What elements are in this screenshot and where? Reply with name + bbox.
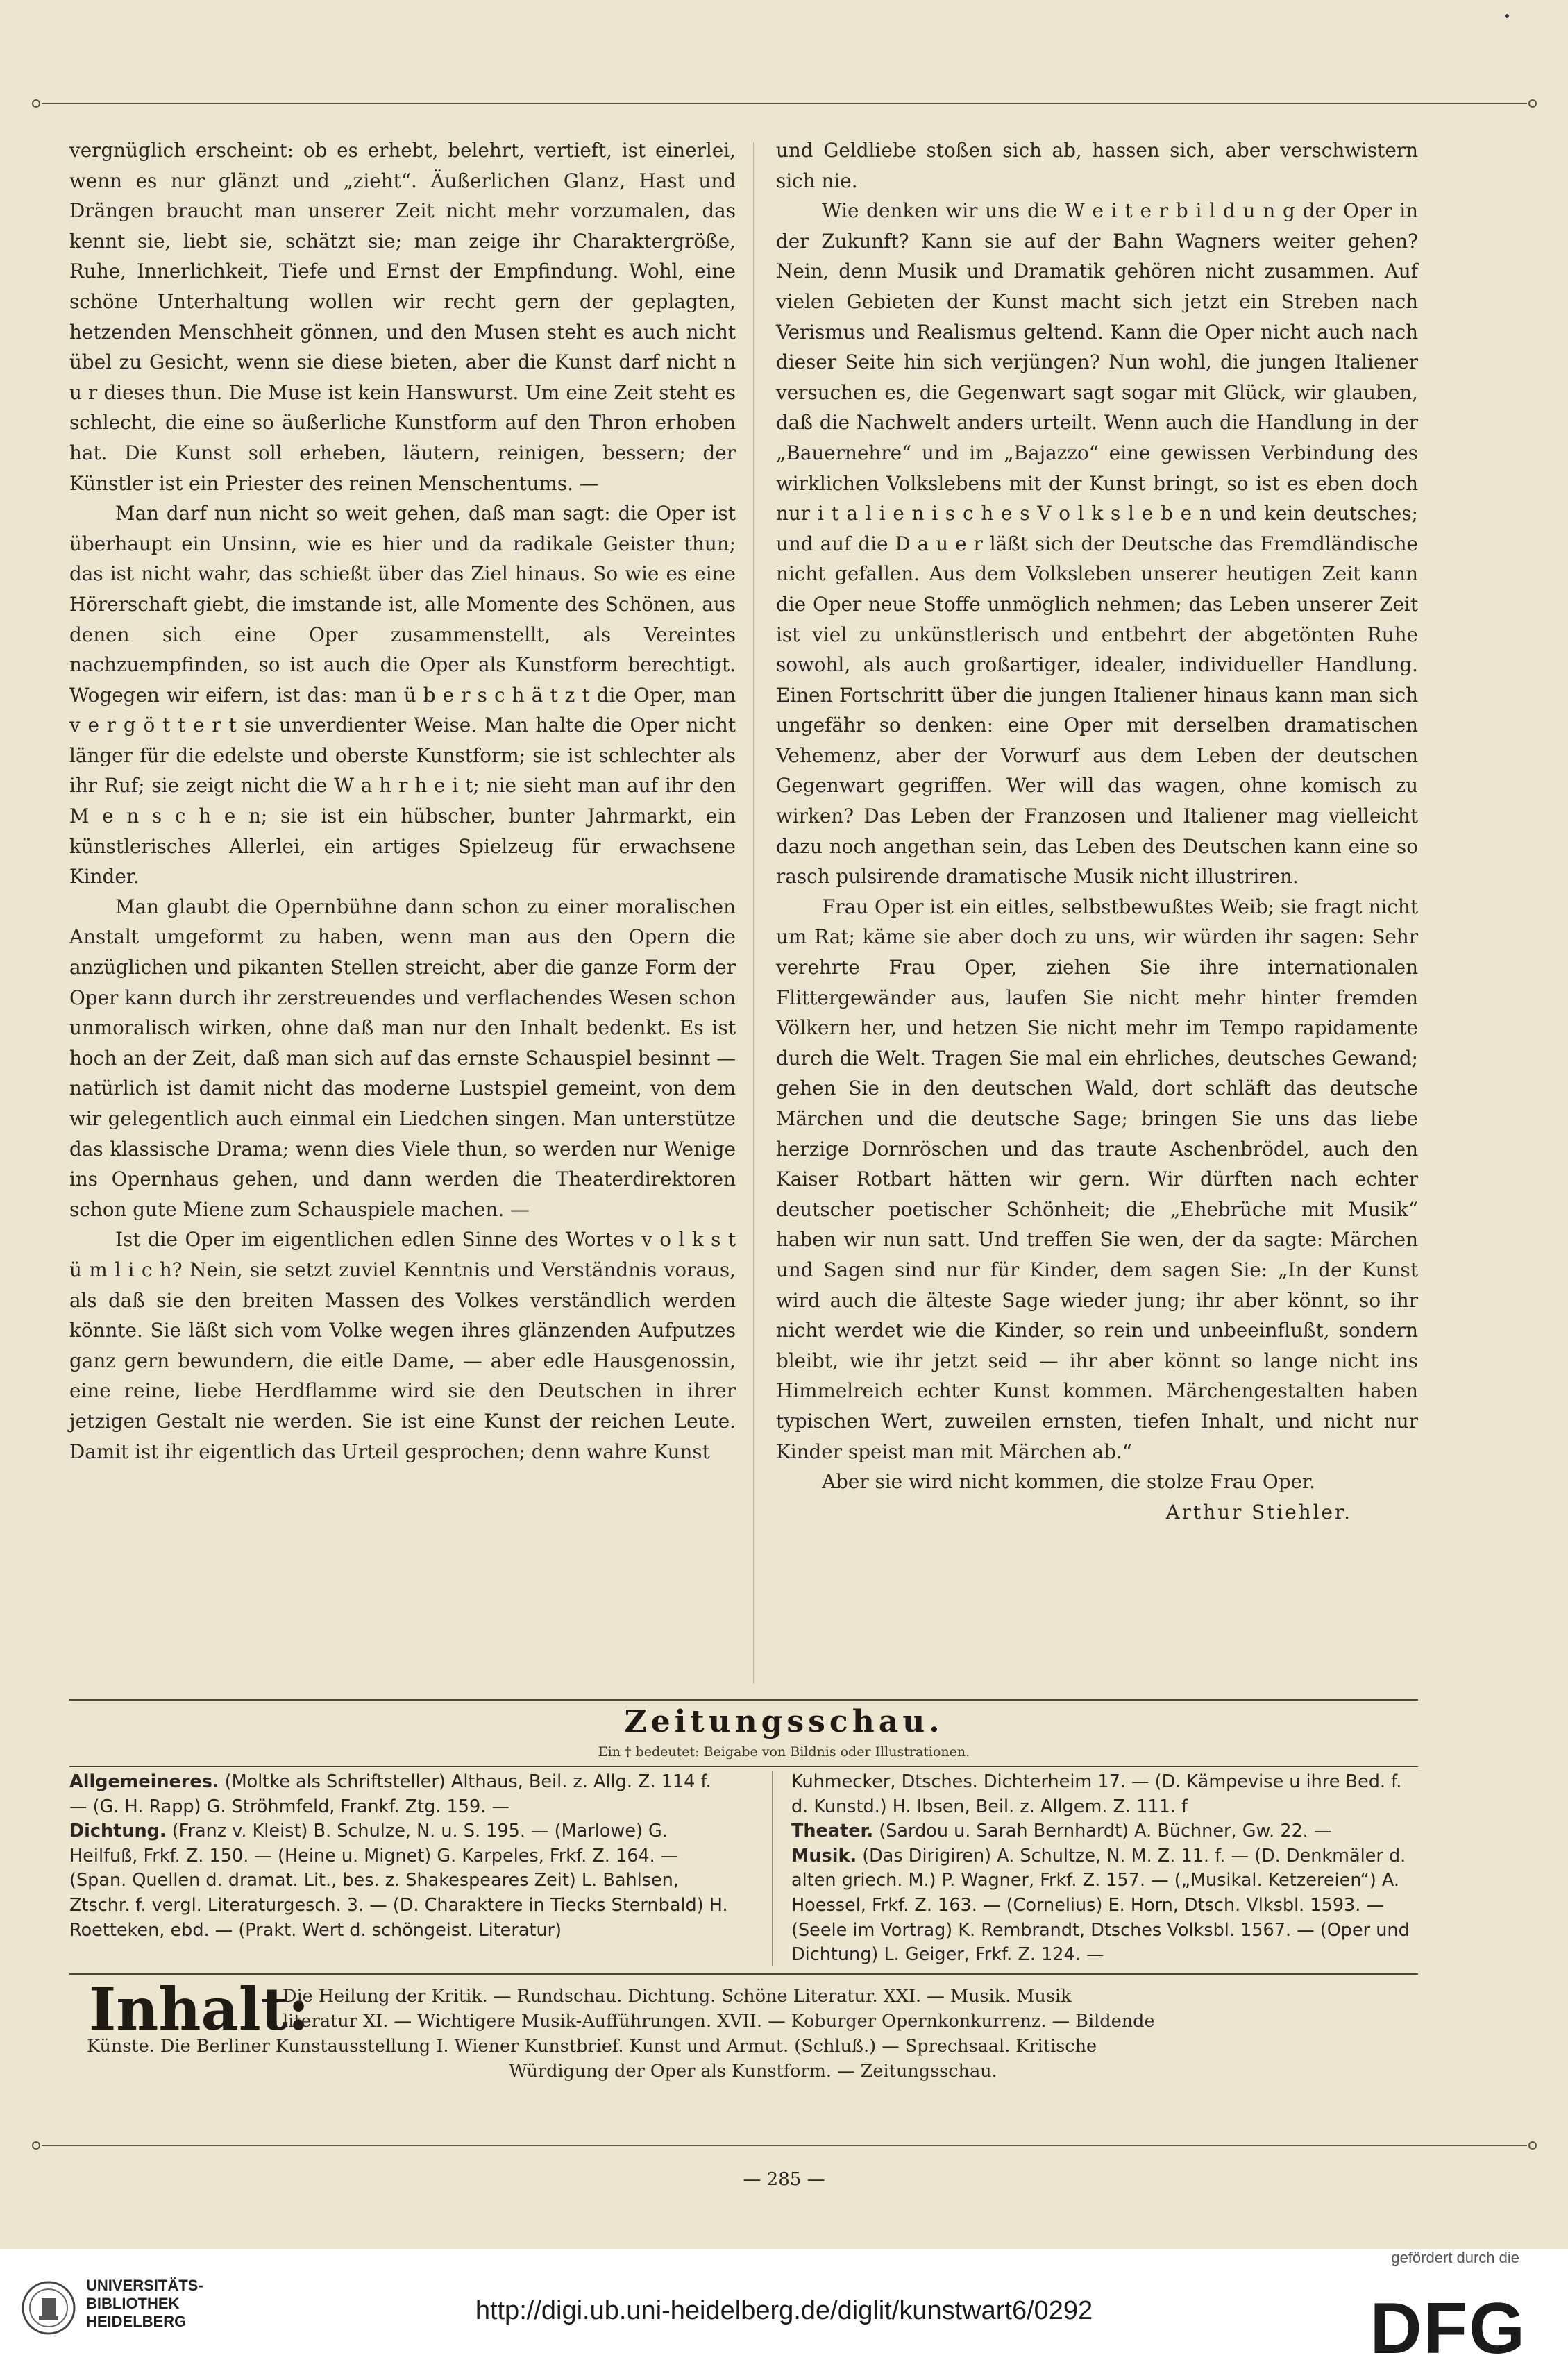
article-paragraph: Frau Oper ist ein eitles, selbstbewußtes Weib; sie fragt nicht um Rat; käme sie aber doch zu uns, wir würden ihr sagen: Sehr verehrte Frau Oper, ziehen Sie ihre internationalen Flittergewänder aus, laufen Sie nicht mehr hinter fremden Völkern her, und hetzen Sie nicht mehr im Tempo rapidamente durch die Welt. Tragen Sie mal ein ehrliches, deutsches Gewand; gehen Sie in den deutschen Wald, dort schläft das deutsche Märchen und die deutsche Sage; bringen Sie uns das liebe herzige Dornröschen und das traute Aschenbrödel, auch den Kaiser Rotbart hätten wir gern. Wir dürften nach echter deutscher poetischer Schönheit; die „Ehebrüche mit Musik“ haben wir nun satt. Und treffen Sie wen, der da sagte: Märchen und Sagen sind nur für Kinder, dem sagen Sie: „In der Kunst wird auch die älteste Sage wieder jung; ihr aber könnt, so ihr nicht werdet wie die Kinder, so rein und unbeeinflußt, sondern bleibt, wie ihr jetzt seid — ihr aber könnt so lange nicht ins Himmelreich echter Kunst kommen. Märchengestalten haben typischen Wert, zuweilen ernsten, tiefen Inhalt, und nicht nur Kinder speist man mit Märchen ab.“ — [776, 895, 1418, 1463]
article-paragraph: Man darf nun nicht so weit gehen, daß man sagt: die Oper ist überhaupt ein Unsinn, wie es hier und da radikale Geister thun; das ist nicht wahr, das schießt über das Ziel hinaus. So wie es eine Hörerschaft giebt, die imstande ist, alle Momente des Schönen, aus denen sich eine Oper zusammenstellt, als Vereintes nachzuempfinden, so ist auch die Oper als Kunstform berechtigt. Wogegen wir eifern, ist das: man ü b e r s c h ä t z t die Oper, man v e r g ö t t e r t sie unverdienter Weise. Man halte die Oper nicht länger für die edelste und oberste Kunstform; sie ist schlechter als ihr Ruf; sie zeigt nicht die W a h r h e i t; nie sieht man auf ihr den M e n s c h e n; sie ist ein hübscher, bunter Jahrmarkt, ein künstlerisches Allerlei, ein artiges Spielzeug für erwachsene Kinder. — [69, 502, 736, 888]
entry-text: Kuhmecker, Dtsches. Dichterheim 17. — (D. Kämpevise u ihre Bed. f. d. Kunstd.) H. Ibsen, Beil. z. Allgem. Z. 111. f — [791, 1771, 1402, 1817]
entry-text: (Franz v. Kleist) B. Schulze, N. u. S. 195. — (Marlowe) G. Heilfuß, Frkf. Z. 150. — (Heine u. Mignet) G. Karpeles, Frkf. Z. 164. — (Span. Quellen d. dramat. Lit., bes. z. Shakespeares Zeit) L. Bahlsen, Ztschr. f. vergl. Literaturgesch. 3. — (D. Charaktere in Tiecks Sternbald) H. Roetteken, ebd. — (Prakt. Wert d. schöngeist. Literatur) — [69, 1821, 728, 1941]
toc-line: Die Heilung der Kritik. — Rundschau. Dichtung. Schöne Literatur. XXI. — Musik. Musik — [283, 1986, 1072, 2007]
dfg-logo: DFG — [1369, 2288, 1526, 2369]
source-url-link[interactable]: http://digi.ub.uni-heidelberg.de/diglit/kunstwart6/0292 — [475, 2296, 1093, 2325]
toc-line: literatur XI. — Wichtigere Musik-Aufführungen. XVII. — Koburger Opernkonkurrenz. — Bildende — [283, 2011, 1155, 2032]
entry-heading: Allgemeineres. — [69, 1771, 219, 1792]
column-divider — [772, 1771, 773, 1966]
toc-line: Würdigung der Oper als Kunstform. — Zeitungsschau. — [509, 2061, 997, 2082]
zeitungsschau-entry — [791, 1844, 1419, 1968]
institution-line: UNIVERSITÄTS- — [86, 2277, 203, 2294]
top-ornament-rule — [42, 103, 1527, 104]
article-paragraph: Wie denken wir uns die W e i t e r b i l d u n g der Oper in der Zukunft? Kann sie auf der Bahn Wagners weiter gehen? Nein, denn Musik und Dramatik gehören nicht zusammen. Auf vielen Gebieten der Kunst macht sich jetzt ein Streben nach Verismus und Realismus geltend. Kann die Oper nicht auch nach dieser Seite hin sich verjüngen? Nun wohl, die jungen Italiener versuchen es, die Gegenwart sagt sogar mit Glück, wir glauben, daß die Nachwelt anders urteilt. Wenn auch die Handlung in der „Bauernehre“ und im „Bajazzo“ eine gewissen Verbindung des wirklichen Volkslebens mit der Kunst bringt, so ist es eben doch nur i t a l i e n i s c h e s V o l k s l e b e n und kein deutsches; und auf die D a u e r läßt sich der Deutsche das Fremdländische nicht gefallen. Aus dem Volksleben unserer heutigen Zeit kann die Oper neue Stoffe unmöglich nehmen; das Leben unserer Zeit ist viel zu unkünstlerisch und entbehrt der abgetönten Ruhe sowohl, als auch großartiger, idealer, individueller Handlung. Einen Fortschritt über die jungen Italiener hinaus kann man sich ungefähr so denken: eine Oper mit derselben dramatischen Vehemenz, aber der Vorwurf aus dem Leben der deutschen Gegenwart gegriffen. Wer will das wagen, ohne komisch zu wirken? Das Leben der Franzosen und Italiener mag vielleicht dazu noch angethan sein, das Leben des Deutschen kann eine so rasch pulsirende dramatische Musik nicht illustriren. — [776, 199, 1418, 888]
section-rule — [69, 1699, 1418, 1701]
article-paragraph: und Geldliebe stoßen sich ab, hassen sich, aber verschwistern sich nie. — [776, 139, 1418, 192]
zeitungsschau-title: Zeitungsschau. — [624, 1704, 944, 1739]
author-signature: Arthur Stiehler. — [1165, 1500, 1352, 1524]
zeitungsschau-right-column — [791, 1770, 1419, 1968]
institution-line: BIBLIOTHEK — [86, 2295, 180, 2312]
toc-line: Künste. Die Berliner Kunstausstellung I. Wiener Kunstbrief. Kunst und Armut. (Schluß.) — Sprechsaal. Kritische — [87, 2036, 1097, 2057]
article-paragraph: vergnüglich erscheint: ob es erhebt, belehrt, vertieft, ist einerlei, wenn es nur glänzt und „zieht“. Äußerlichen Glanz, Hast und Drängen braucht man unserer Zeit nicht mehr vorzumalen, das kennt sie, liebt sie, schätzt sie; man zeige ihr Charaktergröße, Ruhe, Innerlichkeit, Tiefe und Ernst der Empfindung. Wohl, eine schöne Unterhaltung wollen wir recht gern der geplagten, hetzenden Menschheit gönnen, und den Musen steht es auch nicht übel zu Gesicht, wenn sie diese bieten, aber die Kunst darf nicht n u r dieses thun. Die Muse ist kein Hanswurst. Um eine Zeit steht es schlecht, die eine so äußerliche Kunstform auf den Thron erhoben hat. Die Kunst soll erheben, läutern, reinigen, bessern; der Künstler ist ein Priester des reinen Menschentums. — — [69, 139, 736, 495]
entry-heading: Musik. — [791, 1845, 857, 1866]
zeitungsschau-entry — [791, 1770, 1419, 1819]
institution-line: HEIDELBERG — [86, 2313, 187, 2330]
inhalt-label: Inhalt: — [89, 1975, 310, 2043]
page-number: — 285 — — [743, 2169, 825, 2190]
entry-text: (Das Dirigiren) A. Schultze, N. M. Z. 11. f. — (D. Denkmäler d. alten griech. M.) P. Wagner, Frkf. Z. 157. — („Musikal. Ketzereien“) A. Hoessel, Frkf. Z. 163. — (Cornelius) E. Horn, Dtsch. Vlksbl. 1593. — (Seele im Vortrag) K. Rembrandt, Dtsches Volksbl. 1567. — (Oper und Dichtung) L. Geiger, Frkf. Z. 124. — — [791, 1845, 1410, 1966]
zeitungsschau-left-column — [69, 1770, 732, 1943]
table-of-contents — [87, 1984, 1419, 2084]
entry-text: (Moltke als Schriftsteller) Althaus, Beil. z. Allg. Z. 114 f. — (G. H. Rapp) G. Ströhmfeld, Frankf. Ztg. 159. — — [69, 1771, 711, 1817]
entry-heading: Dichtung. — [69, 1821, 167, 1842]
article-paragraph: Ist die Oper im eigentlichen edlen Sinne des Wortes v o l k s t ü m l i c h? Nein, sie setzt zuviel Kenntnis und Verständnis voraus, als daß sie den breiten Massen des Volkes verständlich werden könnte. Sie läßt sich vom Volke wegen ihres glänzenden Aufputzes ganz gern bewundern, die eitle Dame, — aber edle Hausgenossin, eine reine, liebe Herdflamme wird sie den Deutschen in ihrer jetzigen Gestalt nie werden. Sie ist eine Kunst der reichen Leute. Damit ist ihr eigentlich das Urteil gesprochen; denn wahre Kunst — [69, 1228, 736, 1463]
entry-heading: Theater. — [791, 1821, 874, 1842]
article-right-column — [776, 135, 1418, 1527]
funded-by-label: gefördert durch die — [1391, 2249, 1519, 2266]
zeitungsschau-entry — [69, 1819, 732, 1943]
section-rule — [69, 1766, 1418, 1767]
scan-speck — [1505, 14, 1509, 18]
article-left-column — [69, 135, 736, 1467]
entry-text: (Sardou u. Sarah Bernhardt) A. Büchner, Gw. 22. — — [879, 1821, 1332, 1842]
column-divider — [753, 142, 754, 1683]
article-paragraph: Man glaubt die Opernbühne dann schon zu einer moralischen Anstalt umgeformt zu haben, wenn man aus den Opern die anzüglichen und pikanten Stellen streicht, aber die ganze Form der Oper kann durch ihr zerstreuendes und verflachendes Wesen schon unmoralisch wirken, ohne daß man nur den Inhalt bedenkt. Es ist hoch an der Zeit, daß man sich auf das ernste Schauspiel besinnt — natürlich ist damit nicht das moderne Lustspiel gemeint, von dem wir gelegentlich auch einmal ein Liedchen singen. Man unterstütze das klassische Drama; wenn dies Viele thun, so werden nur Wenige ins Opernhaus gehen, und dann werden die Theaterdirektoren schon gute Miene zum Schauspiele machen. — — [69, 895, 736, 1221]
article-paragraph: Aber sie wird nicht kommen, die stolze Frau Oper. — [822, 1470, 1316, 1494]
zeitungsschau-entry — [791, 1819, 1419, 1844]
zeitungsschau-legend: Ein † bedeutet: Beigabe von Bildnis oder Illustrationen. — [598, 1744, 970, 1760]
bottom-ornament-rule — [42, 2145, 1527, 2146]
zeitungsschau-entry — [69, 1770, 732, 1819]
